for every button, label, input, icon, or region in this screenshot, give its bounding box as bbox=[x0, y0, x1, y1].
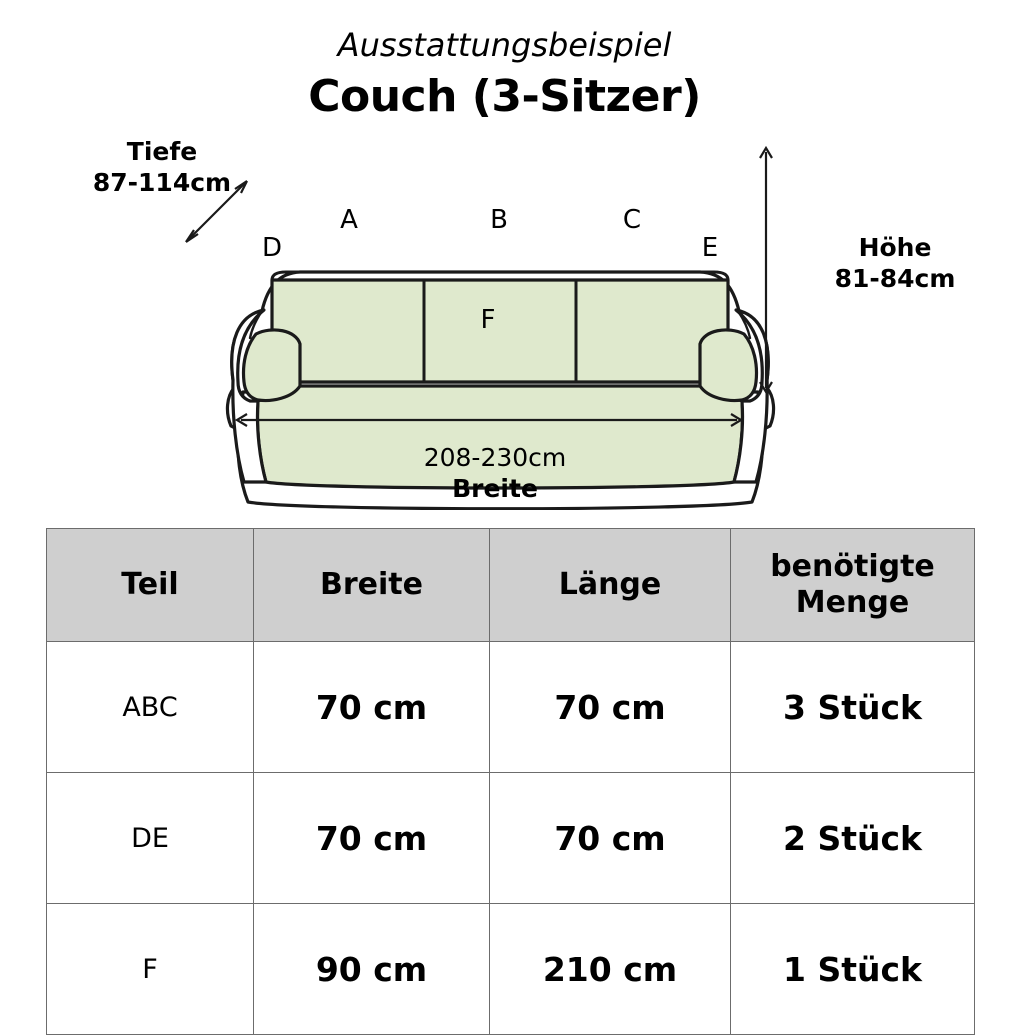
width-label: Breite bbox=[452, 474, 538, 503]
parts-table bbox=[46, 528, 975, 1035]
seat-label-a: A bbox=[340, 205, 358, 235]
height-dimension bbox=[790, 232, 1000, 294]
column-header-teil: Teil bbox=[47, 529, 254, 642]
column-header-breite: Breite bbox=[254, 529, 490, 642]
page-title: Couch (3-Sitzer) bbox=[308, 71, 701, 122]
cell-breite: 90 cm bbox=[254, 904, 490, 1035]
cell-breite: 70 cm bbox=[254, 642, 490, 773]
cell-laenge: 70 cm bbox=[490, 642, 731, 773]
cell-laenge: 210 cm bbox=[490, 904, 731, 1035]
seat-label-e: E bbox=[701, 233, 719, 263]
cell-part: F bbox=[47, 904, 254, 1035]
sofa-diagram bbox=[0, 130, 1009, 510]
cell-part: ABC bbox=[47, 642, 254, 773]
table-row bbox=[47, 773, 975, 904]
height-label: Höhe bbox=[858, 233, 932, 262]
table-header-row bbox=[47, 529, 975, 642]
table-row bbox=[47, 642, 975, 773]
column-header-laenge: Länge bbox=[490, 529, 731, 642]
depth-dimension bbox=[62, 136, 262, 198]
width-dimension bbox=[300, 442, 690, 504]
cell-menge: 1 Stück bbox=[731, 904, 975, 1035]
cell-menge: 3 Stück bbox=[731, 642, 975, 773]
seat-label-d: D bbox=[261, 233, 283, 263]
height-value: 81-84cm bbox=[834, 264, 956, 293]
seat-label-f: F bbox=[480, 305, 496, 335]
depth-label: Tiefe bbox=[126, 137, 198, 166]
cell-part: DE bbox=[47, 773, 254, 904]
width-value: 208-230cm bbox=[423, 443, 567, 472]
column-header-menge: benötigte Menge bbox=[731, 529, 975, 642]
cell-laenge: 70 cm bbox=[490, 773, 731, 904]
depth-value: 87-114cm bbox=[92, 168, 232, 197]
seat-label-b: B bbox=[490, 205, 508, 235]
seat-label-c: C bbox=[622, 205, 642, 235]
subtitle: Ausstattungsbeispiel bbox=[337, 26, 672, 64]
cell-menge: 2 Stück bbox=[731, 773, 975, 904]
cell-breite: 70 cm bbox=[254, 773, 490, 904]
table-row bbox=[47, 904, 975, 1035]
